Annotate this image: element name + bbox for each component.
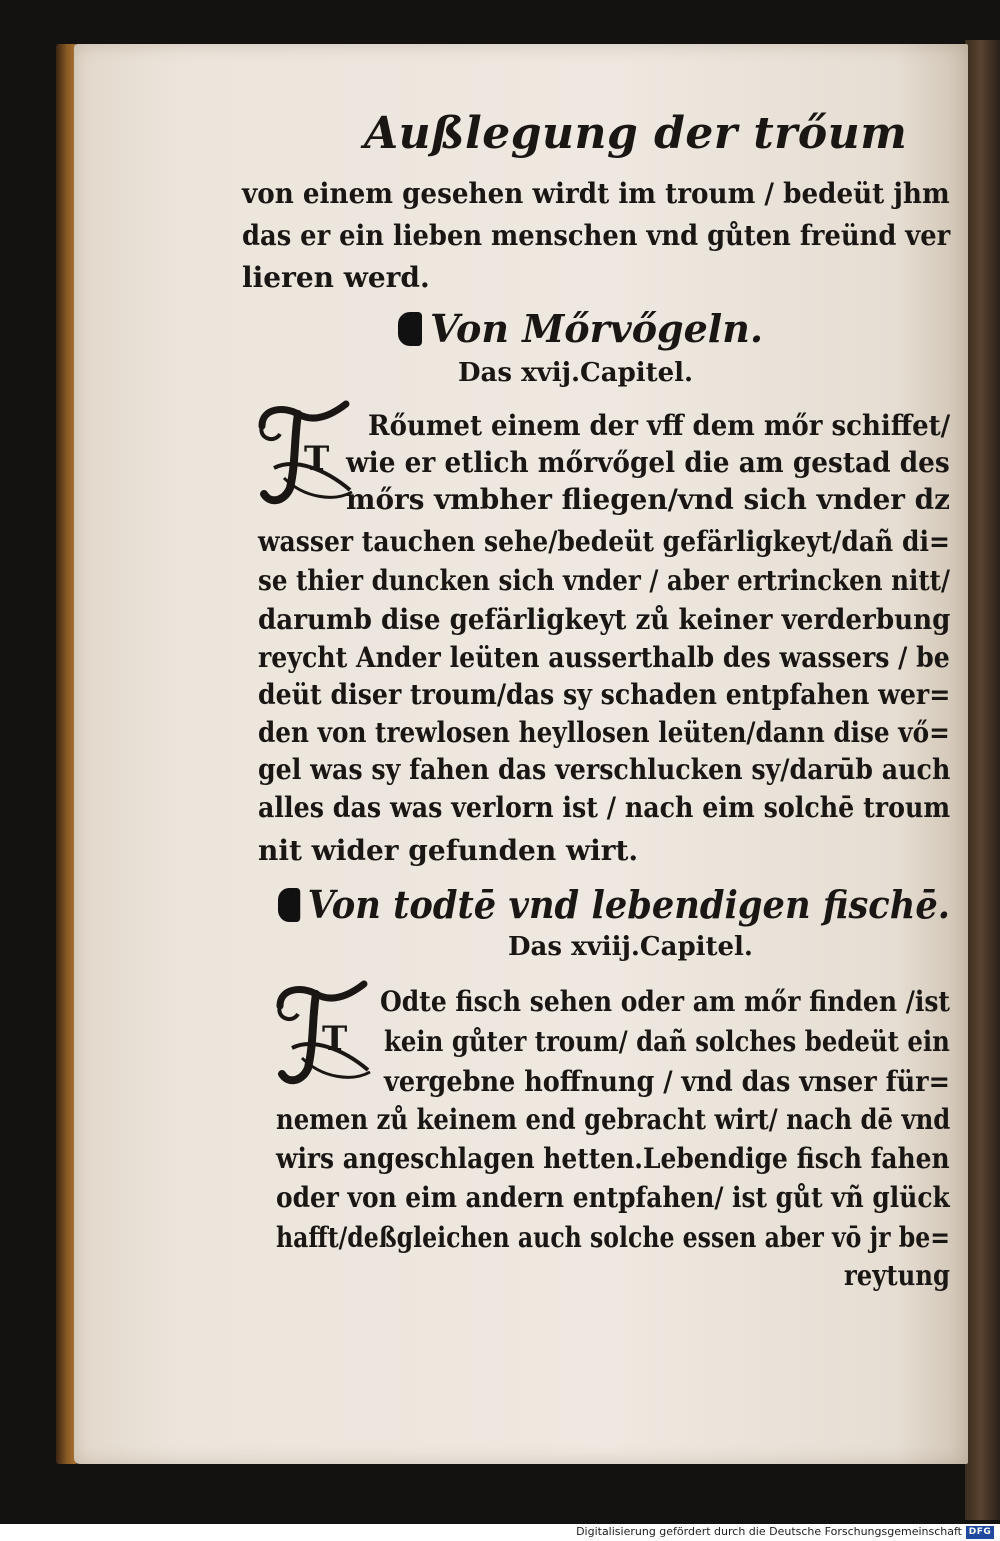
text-line: deüt diser troum/das sy schaden entpfahen wer=	[258, 678, 951, 711]
text-line: wie er etlich mőrvőgel die am gestad des	[346, 446, 950, 479]
text-line: darumb dise gefärligkeyt zů keiner verderbung	[258, 603, 951, 636]
initial-letter: T	[322, 1019, 348, 1059]
footer-bar	[0, 1524, 1000, 1541]
chapter-subheading: Das xviij.Capitel.	[508, 932, 753, 962]
decorated-initial-icon	[254, 398, 354, 510]
text-line: wirs angeschlagen hetten.Lebendige fisch fahen	[276, 1142, 950, 1175]
text-line: das er ein lieben menschen vnd gůten freünd ver	[242, 219, 951, 252]
chapter-heading	[278, 882, 950, 927]
text-line: nit wider gefunden wirt.	[258, 834, 639, 867]
text-line: oder von eim andern entpfahen/ ist gůt vñ glück	[276, 1181, 950, 1214]
text-line: hafft/deßgleichen auch solche essen aber vō jr be=	[276, 1221, 951, 1254]
text-line: Rőumet einem der vff dem mőr schiffet/	[368, 409, 951, 442]
chapter-subheading: Das xvij.Capitel.	[458, 358, 694, 388]
chapter-heading	[398, 306, 763, 351]
chapter-heading-text: Von Mőrvőgeln.	[430, 306, 764, 351]
text-line: wasser tauchen sehe/bedeüt gefärligkeyt/dañ di=	[258, 525, 950, 558]
text-line: mőrs vmbher fliegen/vnd sich vnder dz	[346, 483, 950, 516]
running-title: Außlegung der trőum	[364, 108, 908, 159]
text-line: den von trewlosen heyllosen leüten/dann dise vő=	[258, 716, 950, 749]
text-line: alles das was verlorn ist / nach eim solchē troum	[258, 791, 951, 824]
text-line: von einem gesehen wirdt im troum / bedeüt jhm	[242, 177, 950, 210]
footer-credit: Digitalisierung gefördert durch die Deutsche Forschungsgemeinschaft	[576, 1525, 962, 1538]
text-line: lieren werd.	[242, 261, 430, 294]
pilcrow-icon	[278, 888, 300, 922]
text-line: se thier duncken sich vnder / aber ertrincken nitt/	[258, 564, 950, 597]
text-line: kein gůter troum/ dañ solches bedeüt ein	[384, 1025, 950, 1058]
text-line: nemen zů keinem end gebracht wirt/ nach dē vnd	[276, 1103, 951, 1136]
text-line: Odte fisch sehen oder am mőr finden /ist	[380, 985, 950, 1018]
text-line: vergebne hoffnung / vnd das vnser für=	[384, 1065, 951, 1098]
book-cover-edge	[965, 40, 1000, 1520]
dfg-logo: DFG	[966, 1526, 994, 1539]
decorated-initial-icon	[272, 978, 372, 1090]
pilcrow-icon	[398, 312, 422, 346]
text-line: reycht Ander leüten ausserthalb des wassers / be	[258, 641, 950, 674]
initial-letter: T	[304, 439, 330, 479]
chapter-heading-text: Von todtē vnd lebendigen fischē.	[307, 882, 951, 927]
catchword: reytung	[844, 1259, 950, 1292]
text-line: gel was sy fahen das verschlucken sy/darūb auch	[258, 753, 951, 786]
